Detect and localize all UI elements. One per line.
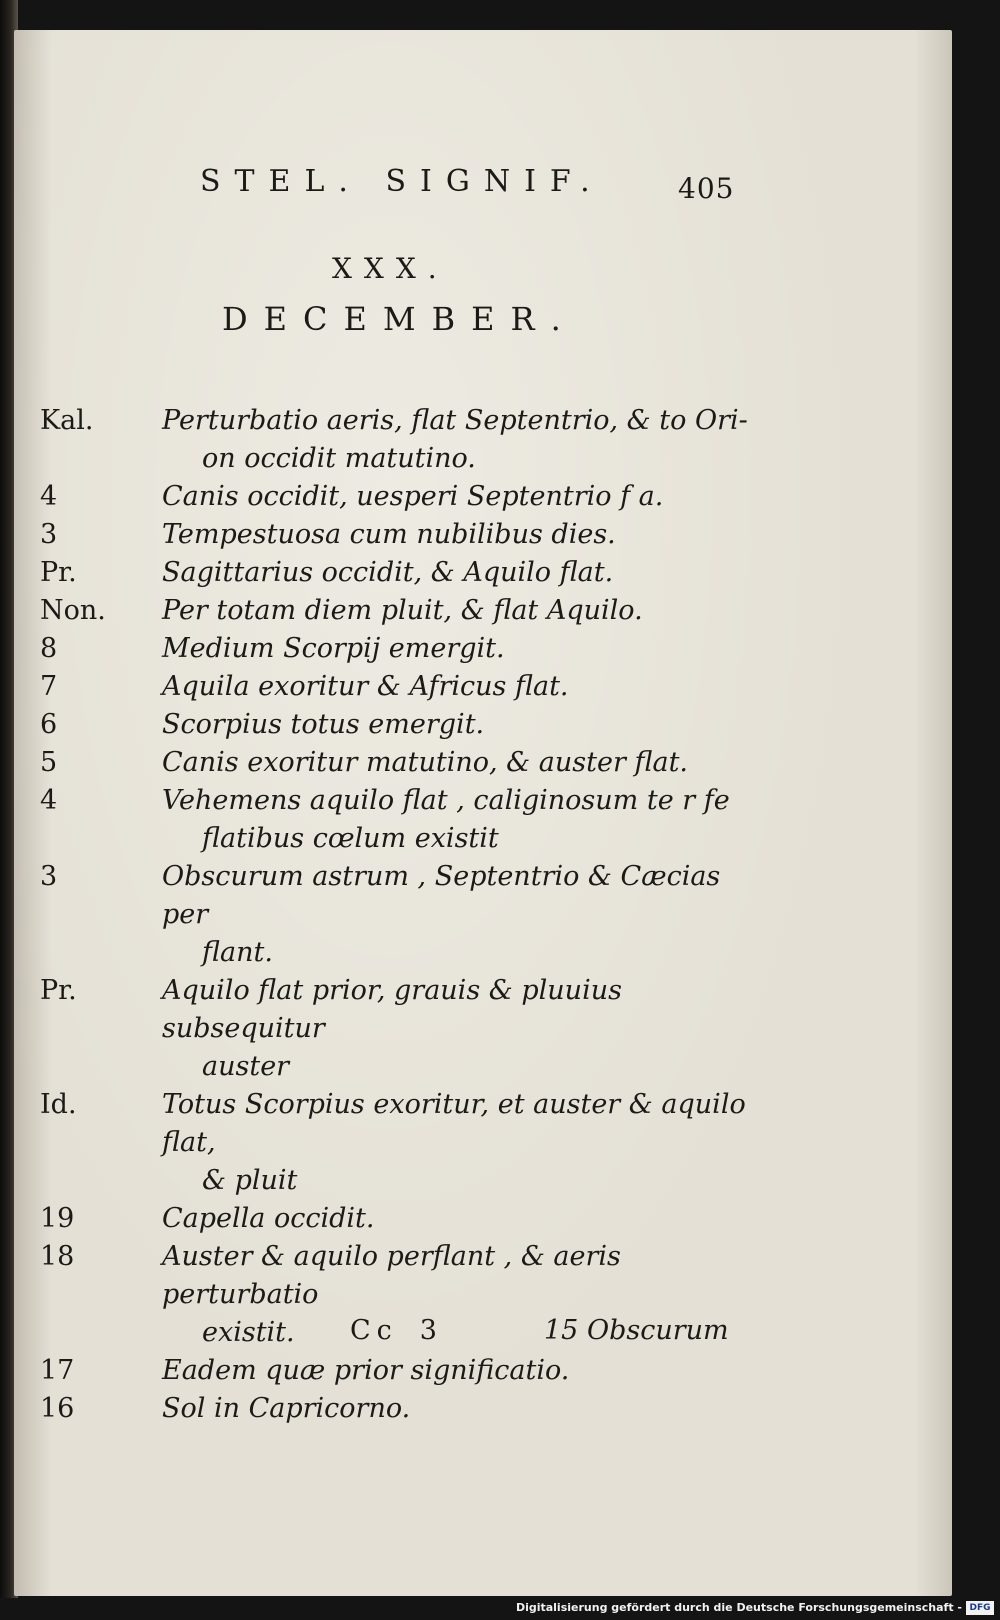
entry-date: 19 bbox=[40, 1203, 75, 1234]
entry-line: Sagittarius occidit, & Aquilo flat. bbox=[162, 557, 614, 588]
entry-line: Per totam diem pluit, & flat Aquilo. bbox=[162, 595, 643, 626]
entry-date: 6 bbox=[40, 709, 58, 740]
signature-letters: Cc bbox=[350, 1315, 398, 1346]
page-number: 405 bbox=[678, 172, 735, 205]
entry-line: Perturbatio aeris, flat Septentrio, & to Ori- bbox=[162, 405, 748, 436]
calendar-entry bbox=[40, 1390, 760, 1428]
calendar-entry bbox=[40, 1086, 760, 1200]
calendar-entry bbox=[40, 972, 760, 1086]
entry-text bbox=[162, 402, 748, 478]
entry-text bbox=[162, 858, 760, 972]
entry-text bbox=[162, 972, 760, 1086]
digitization-credit-text: Digitalisierung gefördert durch die Deutsche Forschungsgemeinschaft - bbox=[515, 1601, 962, 1614]
entry-text bbox=[162, 1352, 569, 1390]
calendar-entry bbox=[40, 744, 760, 782]
running-head: STEL. SIGNIF. bbox=[200, 164, 604, 199]
entry-date: 4 bbox=[40, 481, 58, 512]
calendar-entries bbox=[40, 402, 760, 1428]
entry-date: 17 bbox=[40, 1355, 75, 1386]
calendar-entry bbox=[40, 668, 760, 706]
entry-line-continued: flant. bbox=[202, 937, 273, 968]
entry-line: Obscurum astrum , Septentrio & Cæcias per bbox=[162, 861, 721, 930]
calendar-entry bbox=[40, 516, 760, 554]
entry-text bbox=[162, 1390, 410, 1428]
entry-date: 4 bbox=[40, 785, 58, 816]
entry-date: 7 bbox=[40, 671, 58, 702]
entry-date: 16 bbox=[40, 1393, 75, 1424]
entry-line: Auster & aquilo perflant , & aeris perturbatio bbox=[162, 1241, 621, 1310]
entry-line: Totus Scorpius exoritur, et auster & aquilo flat, bbox=[162, 1089, 746, 1158]
entry-text bbox=[162, 1086, 760, 1200]
signature-number: 3 bbox=[419, 1315, 443, 1346]
entry-text bbox=[162, 782, 730, 858]
entry-date: Id. bbox=[40, 1089, 77, 1120]
entry-text bbox=[162, 706, 484, 744]
entry-text bbox=[162, 478, 663, 516]
digitization-credit-bar bbox=[0, 1598, 1000, 1620]
entry-text bbox=[162, 1200, 374, 1238]
entry-line: Tempestuosa cum nubilibus dies. bbox=[162, 519, 616, 550]
signature-mark bbox=[350, 1315, 443, 1346]
entry-text bbox=[162, 592, 643, 630]
entry-line-continued: auster bbox=[202, 1051, 290, 1082]
calendar-entry bbox=[40, 782, 760, 858]
entry-date: 8 bbox=[40, 633, 58, 664]
entry-line-continued: flatibus cœlum existit bbox=[202, 823, 499, 854]
entry-line: Scorpius totus emergit. bbox=[162, 709, 485, 740]
entry-line: Capella occidit. bbox=[162, 1203, 375, 1234]
calendar-entry bbox=[40, 706, 760, 744]
month-heading: DECEMBER. bbox=[222, 300, 577, 338]
entry-text bbox=[162, 554, 613, 592]
entry-line-continued: on occidit matutino. bbox=[202, 443, 476, 474]
calendar-entry bbox=[40, 630, 760, 668]
catchword: 15 Obscurum bbox=[544, 1315, 729, 1346]
entry-text bbox=[162, 630, 505, 668]
calendar-entry bbox=[40, 402, 760, 478]
entry-line-continued: & pluit bbox=[202, 1165, 298, 1196]
entry-line: Canis exoritur matutino, & auster flat. bbox=[162, 747, 688, 778]
entry-date: Kal. bbox=[40, 405, 94, 436]
entry-date: Pr. bbox=[40, 975, 77, 1006]
entry-line: Medium Scorpij emergit. bbox=[162, 633, 505, 664]
calendar-entry bbox=[40, 1200, 760, 1238]
entry-text bbox=[162, 668, 569, 706]
calendar-entry bbox=[40, 1352, 760, 1390]
entry-line: Aquila exoritur & Africus flat. bbox=[162, 671, 569, 702]
entry-date: Non. bbox=[40, 595, 106, 626]
dfg-logo: DFG bbox=[966, 1601, 994, 1615]
entry-line: Sol in Capricorno. bbox=[162, 1393, 411, 1424]
entry-date: 5 bbox=[40, 747, 58, 778]
entry-date: 3 bbox=[40, 861, 58, 892]
entry-text bbox=[162, 516, 616, 554]
entry-line: Canis occidit, uesperi Septentrio f a. bbox=[162, 481, 664, 512]
section-number: XXX. bbox=[332, 252, 449, 285]
entry-date: 3 bbox=[40, 519, 58, 550]
entry-line: Eadem quæ prior significatio. bbox=[162, 1355, 570, 1386]
entry-line-continued: existit. bbox=[202, 1317, 295, 1348]
entry-line: Aquilo flat prior, grauis & pluuius subsequitur bbox=[162, 975, 622, 1044]
book-page bbox=[14, 30, 952, 1596]
calendar-entry bbox=[40, 858, 760, 972]
entry-date: Pr. bbox=[40, 557, 77, 588]
entry-text bbox=[162, 744, 688, 782]
calendar-entry bbox=[40, 592, 760, 630]
calendar-entry bbox=[40, 554, 760, 592]
entry-line: Vehemens aquilo flat , caliginosum te r fe bbox=[162, 785, 730, 816]
entry-date: 18 bbox=[40, 1241, 75, 1272]
calendar-entry bbox=[40, 478, 760, 516]
